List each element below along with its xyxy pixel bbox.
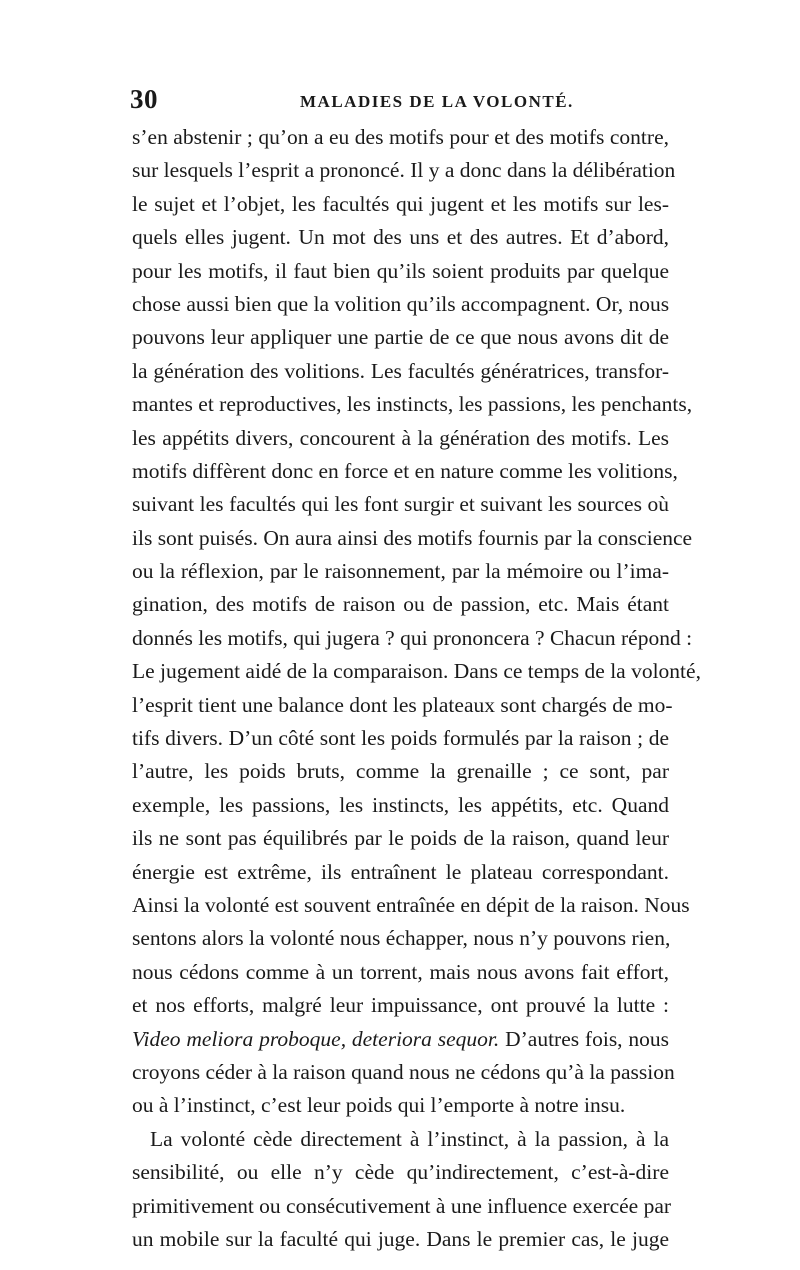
text-line: chose aussi bien que la volition qu’ils accompagnent. Or, nous	[132, 291, 670, 316]
text-line: ou la réflexion, par le raisonnement, par la mémoire ou l’ima-	[132, 559, 669, 584]
text-line: gination, des motifs de raison ou de passion, etc. Mais étant	[132, 592, 669, 617]
text-line: l’esprit tient une balance dont les plateaux sont chargés de mo-	[132, 692, 673, 717]
page-header	[130, 84, 670, 120]
text-line: s’en abstenir ; qu’on a eu des motifs pour et des motifs contre,	[132, 125, 669, 149]
text-line: et nos efforts, malgré leur impuissance, ont prouvé la lutte :	[132, 993, 669, 1018]
text-line-latin-quote	[132, 1023, 669, 1056]
text-line: exemple, les passions, les instincts, les appétits, etc. Quand	[132, 792, 669, 817]
text-line: tifs divers. D’un côté sont les poids formulés par la raison ; de	[132, 726, 669, 751]
body-text	[132, 121, 701, 1256]
text-line: Le jugement aidé de la comparaison. Dans ce temps de la volonté,	[132, 659, 701, 684]
text-line: mantes et reproductives, les instincts, les passions, les penchants,	[132, 392, 693, 417]
text-line: quels elles jugent. Un mot des uns et des autres. Et d’abord,	[132, 225, 669, 250]
page-number: 30	[130, 84, 158, 114]
text-line: Ainsi la volonté est souvent entraînée en dépit de la raison. Nous	[132, 892, 690, 917]
text-line: la génération des volitions. Les facultés génératrices, transfor-	[132, 358, 669, 383]
text-line: sentons alors la volonté nous échapper, nous n’y pouvons rien,	[132, 926, 671, 951]
text-line: l’autre, les poids bruts, comme la grenaille ; ce sont, par	[132, 759, 669, 784]
text-line: ils ne sont pas équilibrés par le poids de la raison, quand leur	[132, 826, 669, 851]
text-line: suivant les facultés qui les font surgir et suivant les sources où	[132, 492, 669, 517]
text-line: énergie est extrême, ils entraînent le plateau correspondant.	[132, 859, 669, 884]
text-line: le sujet et l’objet, les facultés qui jugent et les motifs sur les-	[132, 191, 669, 216]
text-line: nous cédons comme à un torrent, mais nous avons fait effort,	[132, 959, 669, 984]
text-line: les appétits divers, concourent à la génération des motifs. Les	[132, 425, 669, 450]
text-line: motifs diffèrent donc en force et en nature comme les volitions,	[132, 458, 678, 483]
text-line: La volonté cède directement à l’instinct, à la passion, à la	[150, 1126, 669, 1151]
running-title: MALADIES DE LA VOLONTÉ.	[300, 92, 574, 111]
text-line: croyons céder à la raison quand nous ne cédons qu’à la passion	[132, 1059, 675, 1084]
text-line: primitivement ou consécutivement à une influence exercée par	[132, 1193, 672, 1218]
text-line: ils sont puisés. On aura ainsi des motifs fournis par la conscience	[132, 525, 693, 550]
text-line: pouvons leur appliquer une partie de ce que nous avons dit de	[132, 325, 669, 350]
text-line: un mobile sur la faculté qui juge. Dans le premier cas, le juge	[132, 1226, 669, 1251]
text-fragment: D’autres fois, nous	[499, 1026, 670, 1051]
latin-quote: Video meliora proboque, deteriora sequor.	[132, 1026, 500, 1051]
text-line: sensibilité, ou elle n’y cède qu’indirectement, c’est-à-dire	[132, 1160, 669, 1185]
text-line: ou à l’instinct, c’est leur poids qui l’emporte à notre insu.	[132, 1093, 626, 1118]
text-line: pour les motifs, il faut bien qu’ils soient produits par quelque	[132, 258, 669, 283]
text-line: donnés les motifs, qui jugera ? qui prononcera ? Chacun répond :	[132, 625, 693, 650]
text-line: sur lesquels l’esprit a prononcé. Il y a donc dans la délibération	[132, 158, 676, 183]
